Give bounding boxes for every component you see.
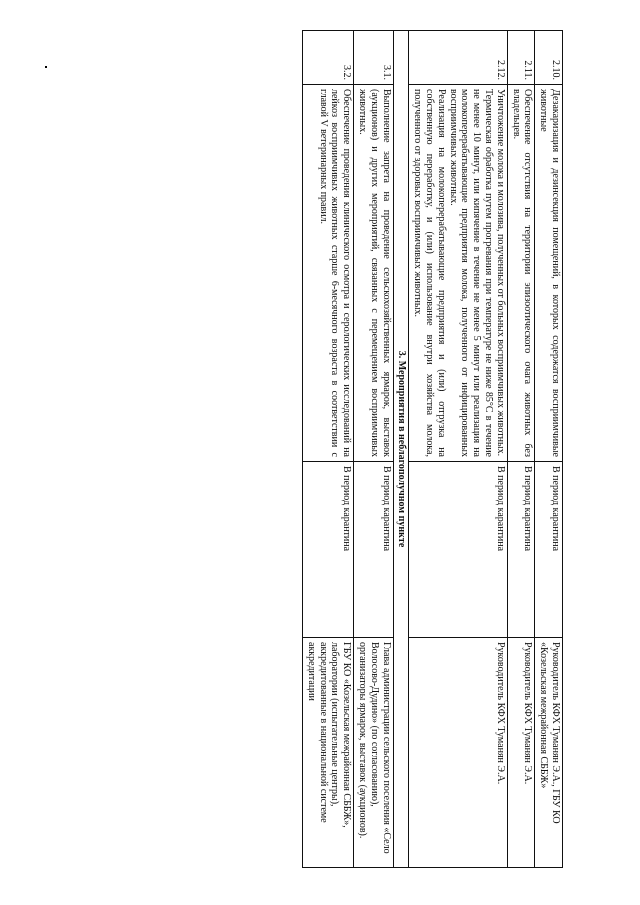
measure-paragraph: Обеспечение отсутствия на территории эпизоотического очага животных без владельцев. [510, 89, 534, 457]
measure-description [535, 85, 563, 462]
table-row [535, 31, 563, 868]
measure-description [354, 85, 393, 462]
measure-responsible: Руководитель КФХ Туманян Э.А. [507, 638, 535, 868]
row-number: 3.1. [354, 31, 393, 85]
measure-paragraph: Уничтожение молока и молозива, полученных от больных восприимчивых животных. [494, 89, 506, 457]
measure-responsible: Руководитель КФХ Туманян Э.А., ГБУ КО «Козельская межрайонная СББЖ» [535, 638, 563, 868]
quarantine-measures-table [302, 30, 563, 868]
measure-period: В период карантина [535, 462, 563, 638]
measure-paragraph: Реализация на молокоперерабатывающие предприятия и (или) отгрузка на собственную переработку, и (или) использование внутри хозяйства молока, полученного от здоровых восприимчивых животных. [412, 89, 447, 457]
section-title: 3. Мероприятия в неблагополучном пункте [393, 31, 409, 868]
row-number: 2.12. [409, 31, 507, 85]
table-row [354, 31, 393, 868]
measure-description [409, 85, 507, 462]
measure-responsible: ГБУ КО «Козельская межрайонная СББЖ», лаборатории (испытательные центры), аккредитованные в национальной системе аккредитации [303, 638, 354, 868]
measure-paragraph: Дезакаризация и дезинсекция помещений, в которых содержатся восприимчивые животные [538, 89, 561, 457]
measure-period: В период карантина [507, 462, 535, 638]
row-number: 3.2. [303, 31, 354, 85]
measure-responsible: Руководитель КФХ Туманян Э.А. [409, 638, 507, 868]
measure-period: В период карантина [303, 462, 354, 638]
measure-description [507, 85, 535, 462]
measure-description [303, 85, 354, 462]
measure-paragraph: Обеспечение проведения клинического осмотра и серологических исследований на лейкоз восприимчивых животных старше 6-месячного возраста в соответствии с главой V ветеринарных правил. [317, 89, 353, 457]
table-row [409, 31, 507, 868]
measure-period: В период карантина [354, 462, 393, 638]
table-row [303, 31, 354, 868]
table-row [507, 31, 535, 868]
row-number: 2.11. [507, 31, 535, 85]
section-header-row [393, 31, 409, 868]
row-number: 2.10. [535, 31, 563, 85]
measure-paragraph: Термическая обработка путем прогревания при температуре не ниже 85°С в течение не менее 10 минут, или кипячение в течение не менее 5 минут или реализация на молокоперерабатывающие предприятия молока, полученного от инфицированных восприимчивых животных. [447, 89, 495, 457]
measure-responsible: Глава администрации сельского поселения «Село Волосово-Дудино» (по согласованию), организаторы ярмарок, выставок (аукционов). [354, 638, 393, 868]
measure-paragraph: Выполнение запрета на проведение сельскохозяйственных ярмарок, выставок (аукционов) и других мероприятий, связанных с перемещением восприимчивых животных. [357, 89, 392, 457]
measure-period: В период карантина [409, 462, 507, 638]
